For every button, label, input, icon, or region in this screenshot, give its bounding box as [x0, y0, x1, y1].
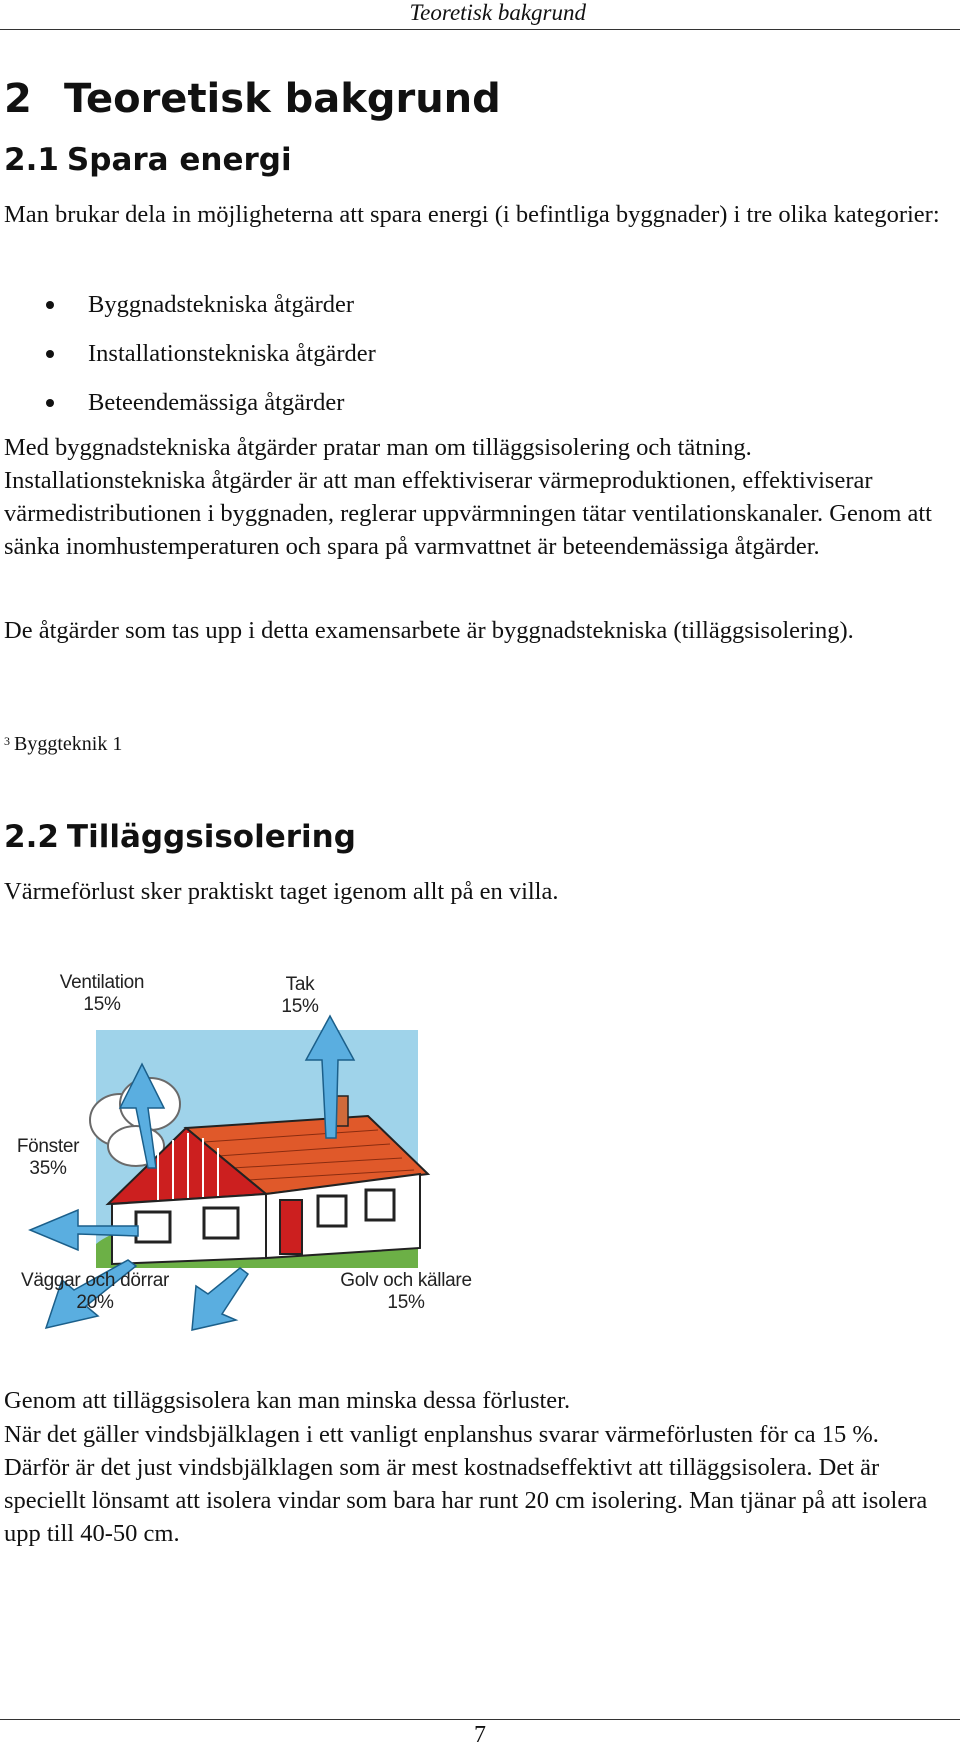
- chapter-title: Teoretisk bakgrund: [64, 76, 501, 122]
- chapter-heading: [4, 74, 501, 124]
- reduce-losses-paragraph: Genom att tilläggsisolera kan man minska dessa förluster.: [4, 1387, 571, 1414]
- window: [318, 1196, 346, 1226]
- running-header: Teoretisk bakgrund: [409, 0, 586, 25]
- list-item: Byggnadstekniska åtgärder: [0, 280, 376, 329]
- category-list: [0, 280, 376, 427]
- section-title: Tilläggsisolering: [66, 819, 356, 855]
- footer-rule: [0, 1719, 960, 1720]
- list-item: Installationstekniska åtgärder: [0, 329, 376, 378]
- bullet-icon: [46, 399, 54, 407]
- bullet-icon: [46, 301, 54, 309]
- label-tak: Tak 15%: [281, 974, 319, 1017]
- heat-loss-intro: Värmeförlust sker praktiskt taget igenom allt på en villa.: [4, 878, 559, 905]
- header-rule: [0, 29, 960, 30]
- label-vaggar-och-dorrar: Väggar och dörrar 20%: [20, 1270, 170, 1313]
- list-item: Beteendemässiga åtgärder: [0, 378, 376, 427]
- section-number: 2.2: [4, 819, 59, 855]
- page-number: 7: [474, 1722, 486, 1748]
- footnote: [4, 732, 122, 756]
- section-heading-2-1: [4, 140, 292, 180]
- footnote-marker: 3: [4, 734, 10, 748]
- window: [136, 1212, 170, 1242]
- scope-paragraph: De åtgärder som tas upp i detta examensarbete är byggnadstekniska (tilläggsisolering).: [4, 617, 854, 644]
- intro-paragraph: Man brukar dela in möjligheterna att spara energi (i befintliga byggnader) i tre olika kategorier:: [4, 201, 940, 228]
- window: [366, 1190, 394, 1220]
- label-fonster: Fönster 35%: [16, 1136, 80, 1179]
- door: [280, 1200, 302, 1254]
- section-heading-2-2: [4, 817, 356, 857]
- heat-loss-house-figure: [8, 968, 488, 1340]
- measures-paragraph: Med byggnadstekniska åtgärder pratar man om tilläggsisolering och tätning. Installationstekniska åtgärder är att man effektiviserar värmeproduktionen, effektiviserar värmedistributionen i byggnaden, reglerar uppvärmningen tätar ventilationskanaler. Genom att sänka inomhustemperaturen och spara på varmvattnet är beteendemässiga åtgärder.: [4, 434, 932, 560]
- bullet-icon: [46, 350, 54, 358]
- section-number: 2.1: [4, 142, 59, 178]
- section-title: Spara energi: [66, 142, 292, 178]
- attic-paragraph: När det gäller vindsbjälklagen i ett vanligt enplanshus svarar värmeförlusten för ca 15 %. Därför är det just vindsbjälklagen som är mest kostnadseffektivt att tilläggsisolera. Det är speciellt lönsamt att isolera vindar som bara har runt 20 cm isolering. Man tjänar på att isolera upp till 40-50 cm.: [4, 1421, 928, 1547]
- window: [204, 1208, 238, 1238]
- floor-arrow-icon: [192, 1268, 248, 1330]
- chapter-number: 2: [4, 76, 32, 122]
- label-golv-och-kallare: Golv och källare 15%: [340, 1270, 472, 1313]
- label-ventilation: Ventilation 15%: [59, 972, 145, 1015]
- footnote-text: Byggteknik 1: [14, 733, 123, 755]
